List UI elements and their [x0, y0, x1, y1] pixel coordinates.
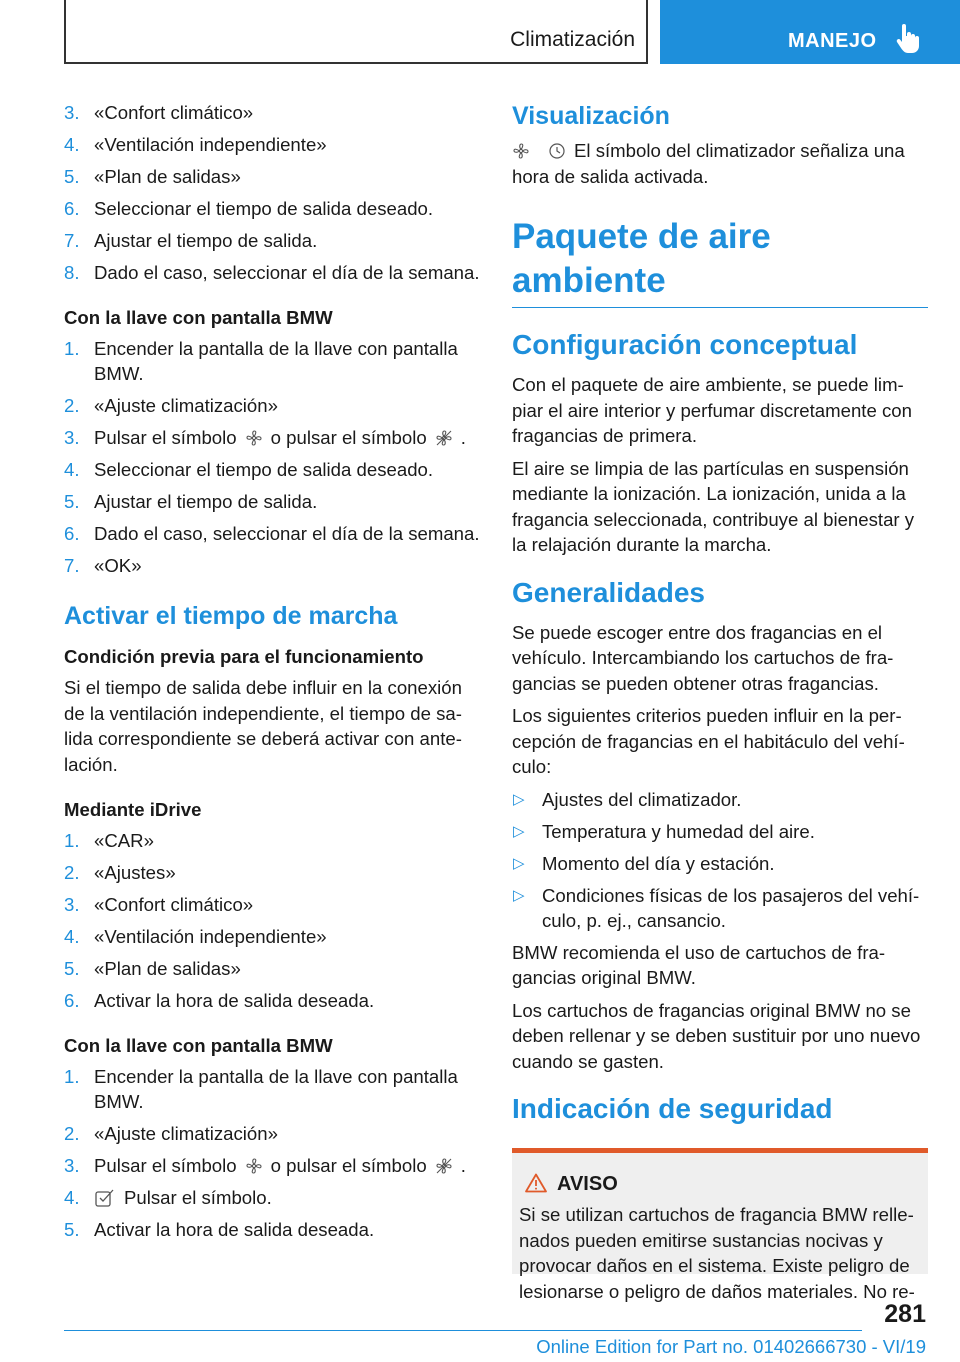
- chapter-tab-label: MANEJO: [788, 30, 877, 52]
- list-item: 5. Activar la hora de salida deseada.: [64, 1219, 375, 1240]
- subheading-precondition: Condición previa para el funcionamiento: [64, 646, 424, 667]
- list-item: 5. «Plan de salidas»: [64, 166, 241, 187]
- subheading-key-display-2: Con la llave con pantalla BMW: [64, 1035, 333, 1056]
- fan-icon: [245, 1157, 263, 1175]
- heading-configuracion-conceptual: Configuración conceptual: [512, 329, 858, 360]
- list-item: 3. Pulsar el símbolo o pulsar el símbolo .: [64, 1155, 466, 1176]
- criteria-bullet-list: [512, 787, 928, 933]
- steps-list-3: [64, 828, 482, 1013]
- triangle-bullet-icon: ▷: [513, 854, 525, 872]
- list-item: 3. «Confort climático»: [64, 894, 254, 915]
- heading-generalidades: Generalidades: [512, 576, 705, 608]
- chapter-tab-manejo[interactable]: [660, 0, 960, 64]
- list-item: 8. Dado el caso, seleccionar el día de la semana.: [64, 262, 480, 283]
- triangle-bullet-icon: ▷: [513, 886, 525, 904]
- list-item: 4. «Ventilación independiente»: [64, 134, 327, 155]
- list-item: 4. «Ventilación independiente»: [64, 926, 327, 947]
- paragraph-generalidades-4: Los cartuchos de fragancias original BMW no se deben rellenar y se deben sustituir por uno nuevo cuando se gasten.: [512, 999, 921, 1072]
- subheading-idrive: Mediante iDrive: [64, 799, 202, 820]
- steps-list-1: [64, 100, 482, 285]
- list-item: 3. «Confort climático»: [64, 102, 254, 123]
- fan-off-icon: [435, 1157, 453, 1175]
- footer-edition: Online Edition for Part no. 01402666730 - VI/19: [536, 1336, 926, 1357]
- fan-icon: [245, 429, 263, 447]
- list-item: ▷ Ajustes del climatizador.: [513, 788, 742, 810]
- list-item: ▷ Momento del día y estación.: [513, 852, 775, 874]
- list-item: 1. Encender la pantalla de la llave con pantalla BMW.: [64, 1066, 458, 1112]
- paragraph-generalidades-3: BMW recomienda el uso de cartuchos de fra‐ gancias original BMW.: [512, 941, 886, 988]
- heading-activar-tiempo-marcha: Activar el tiempo de marcha: [64, 602, 398, 630]
- heading-visualizacion: Visualización: [512, 102, 670, 130]
- list-item: 2. «Ajuste climatización»: [64, 395, 278, 416]
- clock-icon: [548, 142, 566, 160]
- paragraph-generalidades-1: Se puede escoger entre dos fragancias en el vehículo. Intercambiando los cartuchos de fra‐ gancias se pueden obtener otras fragancias.: [512, 621, 894, 694]
- warning-triangle-icon: [525, 1173, 547, 1193]
- list-item: 6. Activar la hora de salida deseada.: [64, 990, 375, 1011]
- steps-list-2: [64, 336, 482, 578]
- list-item: 1. «CAR»: [64, 830, 154, 851]
- list-item: 2. «Ajuste climatización»: [64, 1123, 278, 1144]
- list-item: 4. Seleccionar el tiempo de salida deseado.: [64, 459, 434, 480]
- warning-text: Si se utilizan cartuchos de fragancia BMW relle‐ nados pueden emitirse sustancias nocivas y provocar daños en el sistema. Existe peligro de lesionarse o peligro de daños materiales. No re‐: [519, 1204, 915, 1302]
- left-column: [64, 100, 482, 1249]
- paragraph-generalidades-2: Los siguientes criterios pueden influir en la per‐ cepción de fragancias en el habitáculo del vehí‐ culo:: [512, 705, 905, 777]
- hand-pointer-icon: [896, 24, 920, 54]
- footer-divider: [64, 1330, 862, 1331]
- paragraph-visualizacion: El símbolo del climatizador señaliza una hora de salida activada.: [512, 140, 905, 187]
- fan-off-icon: [435, 429, 453, 447]
- right-column: [512, 100, 928, 1302]
- paragraph-condicion: Si el tiempo de salida debe influir en la conexión de la ventilación independiente, el tiempo de sa‐ lida correspondiente se deberá activar con ante‐ lación.: [64, 677, 462, 775]
- page-number: 281: [884, 1300, 926, 1328]
- checkbox-icon: [94, 1187, 116, 1209]
- warning-title: AVISO: [519, 1173, 921, 1196]
- section-title: Climatización: [510, 28, 635, 51]
- paragraph-config-2: El aire se limpia de las partículas en suspensión mediante la ionización. La ionización, unida a la fragancia seleccionada, contribuye al bienestar y la relajación durante la marcha.: [512, 457, 915, 555]
- list-item: 7. Ajustar el tiempo de salida.: [64, 230, 318, 251]
- list-item: 2. «Ajustes»: [64, 862, 176, 883]
- steps-list-4: [64, 1064, 482, 1242]
- list-item: 4. Pulsar el símbolo.: [64, 1187, 272, 1208]
- list-item: ▷ Temperatura y humedad del aire.: [513, 820, 815, 842]
- list-item: ▷ Condiciones físicas de los pasajeros del vehí‐ culo, p. ej., cansancio.: [513, 884, 920, 931]
- list-item: 5. Ajustar el tiempo de salida.: [64, 491, 318, 512]
- list-item: 3. Pulsar el símbolo o pulsar el símbolo .: [64, 427, 466, 448]
- list-item: 1. Encender la pantalla de la llave con pantalla BMW.: [64, 338, 458, 384]
- fan-icon: [512, 142, 530, 160]
- heading-paquete-aire-ambiente: Paquete de aire ambiente: [512, 215, 928, 308]
- heading-indicacion-seguridad: Indicación de seguridad: [512, 1093, 833, 1124]
- list-item: 7. «OK»: [64, 555, 142, 576]
- list-item: 5. «Plan de salidas»: [64, 958, 241, 979]
- triangle-bullet-icon: ▷: [513, 790, 525, 808]
- triangle-bullet-icon: ▷: [513, 822, 525, 840]
- list-item: 6. Dado el caso, seleccionar el día de la semana.: [64, 523, 480, 544]
- paragraph-config-1: Con el paquete de aire ambiente, se puede lim‐ piar el aire interior y perfumar discretamente con fragancias de primera.: [512, 374, 912, 446]
- subheading-key-display: Con la llave con pantalla BMW: [64, 307, 333, 328]
- warning-box: [512, 1148, 928, 1302]
- list-item: 6. Seleccionar el tiempo de salida deseado.: [64, 198, 434, 219]
